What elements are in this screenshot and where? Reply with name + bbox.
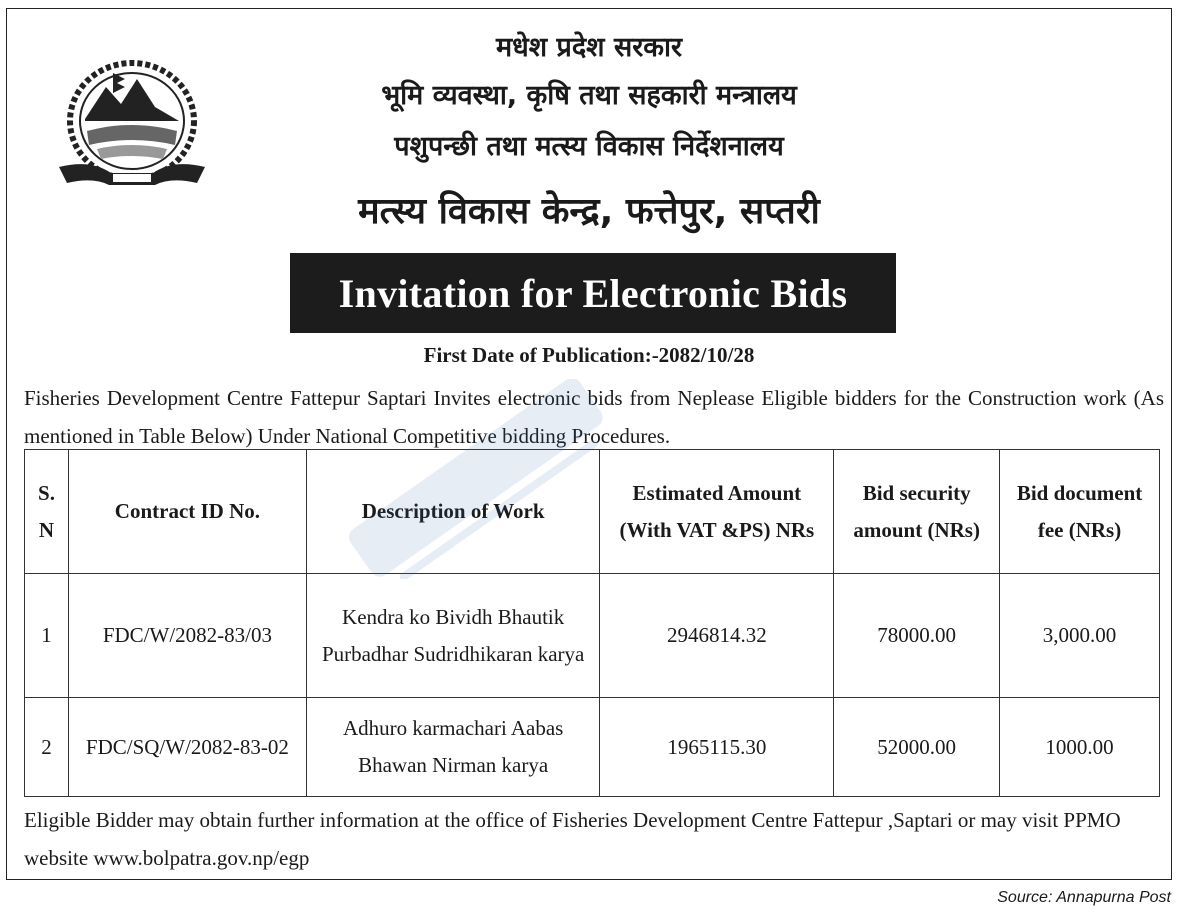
table-row [25,698,1160,797]
nepal-emblem-icon [51,49,213,199]
intro-paragraph: Fisheries Development Centre Fattepur Saptari Invites electronic bids from Neplease Eligible bidders for the Construction work (As mentioned in Table Below) Under National Competitive bidding Procedures. [24,386,1164,448]
cell-bid-security: 78000.00 [834,574,1000,698]
table-header-row [25,450,1160,574]
bids-table [24,449,1160,797]
header-bid-security: Bid security amount (NRs) [834,450,1000,574]
publication-date: First Date of Publication:-2082/10/28 [423,343,755,367]
header-document-fee: Bid document fee (NRs) [1000,450,1160,574]
source-credit: Source: Annapurna Post [997,889,1171,906]
header-description: Description of Work [306,450,600,574]
header-office: मत्स्य विकास केन्द्र, फत्तेपुर, सप्तरी [358,191,820,232]
notice-title: Invitation for Electronic Bids [290,253,896,333]
cell-sn: 2 [25,698,69,797]
cell-contract-id: FDC/SQ/W/2082-83-02 [68,698,306,797]
cell-document-fee: 3,000.00 [1000,574,1160,698]
header-province: मधेश प्रदेश सरकार [495,32,683,63]
footer-paragraph: Eligible Bidder may obtain further information at the office of Fisheries Development Centre Fattepur ,Saptari or may visit PPMO website www.bolpatra.gov.np/egp [24,808,1121,870]
cell-sn: 1 [25,574,69,698]
bid-notice [6,8,1172,880]
cell-description: Kendra ko Bividh Bhautik Purbadhar Sudridhikaran karya [306,574,600,698]
cell-description: Adhuro karmachari Aabas Bhawan Nirman karya [306,698,600,797]
header-ministry: भूमि व्यवस्था, कृषि तथा सहकारी मन्त्रालय [381,80,797,111]
header-estimated-amount: Estimated Amount (With VAT &PS) NRs [600,450,834,574]
cell-estimated-amount: 1965115.30 [600,698,834,797]
header-directorate: पशुपन्छी तथा मत्स्य विकास निर्देशनालय [394,131,784,162]
header-sn: S. N [25,450,69,574]
cell-document-fee: 1000.00 [1000,698,1160,797]
header-contract-id: Contract ID No. [68,450,306,574]
cell-estimated-amount: 2946814.32 [600,574,834,698]
table-row [25,574,1160,698]
cell-contract-id: FDC/W/2082-83/03 [68,574,306,698]
cell-bid-security: 52000.00 [834,698,1000,797]
